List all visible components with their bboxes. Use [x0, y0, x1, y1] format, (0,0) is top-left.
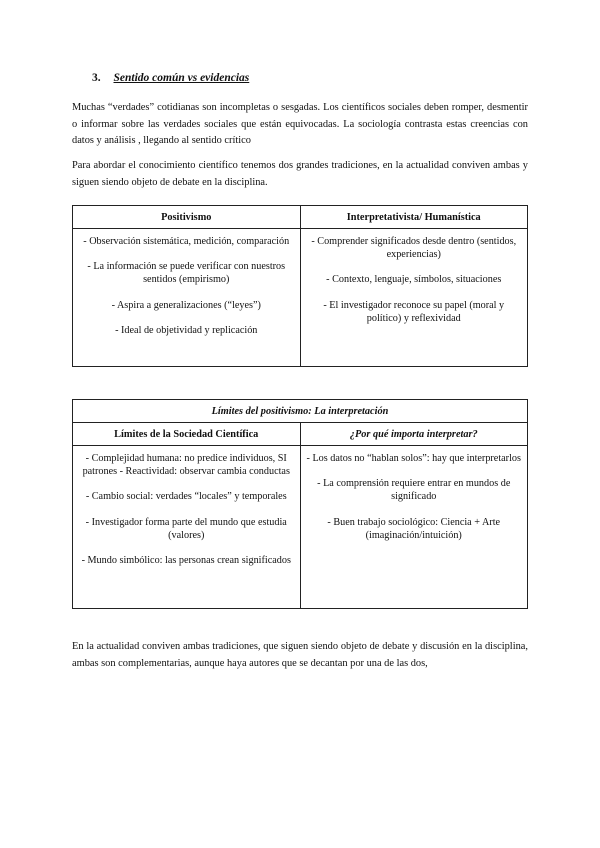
interpretativista-item: - Comprender significados desde dentro (sentidos, experiencias)	[311, 236, 517, 261]
limites-item: - Mundo simbólico: las personas crean significados	[81, 555, 291, 567]
por-que-item: - La comprensión requiere entrar en mundos de significado	[317, 478, 511, 503]
interpretativista-item: - Contexto, lenguaje, símbolos, situaciones	[326, 274, 502, 286]
paragraph-traditions: Para abordar el conocimiento científico tenemos dos grandes tradiciones, en la actualidad conviven ambas y siguen siendo objeto de debate en la disciplina.	[72, 160, 528, 188]
header-positivismo: Positivismo	[73, 206, 301, 229]
section-number: 3.	[92, 72, 101, 84]
interpretativista-cell	[300, 229, 528, 367]
header-por-que: ¿Por qué importa interpretar?	[300, 423, 528, 446]
positivismo-item: - Observación sistemática, medición, comparación	[83, 236, 290, 247]
header-limites: Límites de la Sociedad Científica	[73, 423, 301, 446]
limits-table	[72, 399, 528, 609]
section-heading	[92, 72, 249, 84]
por-que-cell	[300, 446, 528, 609]
limits-table-title: Límites del positivismo: La interpretación	[73, 400, 528, 423]
comparison-table	[72, 205, 528, 367]
limites-item: - Complejidad humana: no predice individuos, SI patrones - Reactividad: observar cambia conductas	[82, 453, 290, 478]
positivismo-cell	[73, 229, 301, 367]
limites-cell	[73, 446, 301, 609]
positivismo-item: - Ideal de objetividad y replicación	[115, 324, 258, 336]
limites-item: - Cambio social: verdades “locales” y temporales	[85, 491, 287, 503]
interpretativista-item: - El investigador reconoce su papel (moral y político) y reflexividad	[323, 299, 505, 324]
paragraph-intro: Muchas “verdades” cotidianas son incompletas o sesgadas. Los científicos sociales deben romper, desmentir o informar sobre las verdades sociales que están equivocadas. La sociología contrasta estas creencias con datos y análisis , llegando al sentido crítico	[72, 102, 528, 146]
limites-item: - Investigador forma parte del mundo que estudia (valores)	[85, 516, 287, 541]
section-title: Sentido común vs evidencias	[113, 72, 250, 84]
por-que-item: - Buen trabajo sociológico: Ciencia + Arte (imaginación/intuición)	[327, 516, 501, 541]
paragraph-conclusion: En la actualidad conviven ambas tradiciones, que siguen siendo objeto de debate y discusión en la disciplina, ambas son complementarias, aunque haya autores que se decantan por una de las dos,	[72, 641, 528, 669]
positivismo-item: - La información se puede verificar con nuestros sentidos (empirismo)	[87, 261, 286, 286]
positivismo-item: - Aspira a generalizaciones (“leyes”)	[111, 299, 261, 311]
header-interpretativista: Interpretativista/ Humanística	[300, 206, 528, 229]
por-que-item: - Los datos no “hablan solos”: hay que interpretarlos	[306, 453, 521, 464]
